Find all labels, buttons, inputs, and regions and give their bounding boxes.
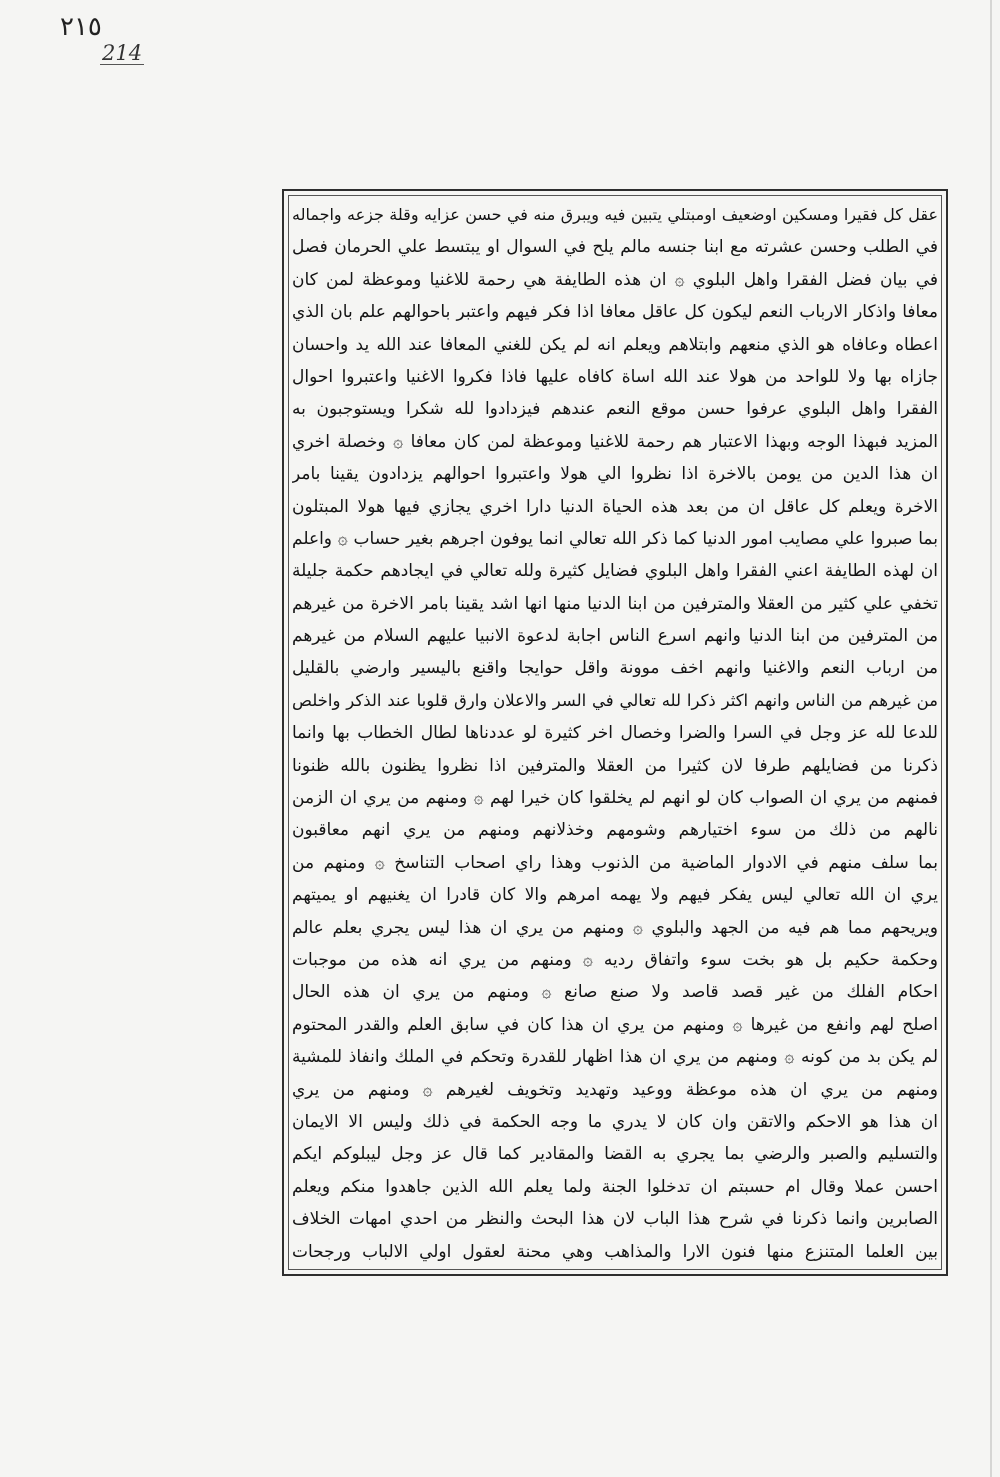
text-line: بما صبروا علي مصايب امور الدنيا كما ذكر الله تعالي انما يوفون اجرهم بغير حساب ۞ واعلم [292,528,938,549]
text-line: والتسليم والصبر والرضي بما يجري به القضا والمقادير كما قال عز وجل ليبلوكم ايكم [292,1144,938,1165]
text-line: الفقرا واهل البلوي عرفوا حسن موقع النعم عندهم فيزدادوا لله شكرا ويستوجبون به [292,399,938,420]
text-line: ان هذا هو الاحكم والاتقن وان كان لا يدري ما وجه الحكمة في ذلك وليس الا الايمان [292,1111,938,1132]
text-line: وحكمة حكيم بل هو بخت سوء واتفاق رديه ۞ ومنهم من يري انه هذه من موجبات [292,949,938,970]
text-line: لم يكن بد من كونه ۞ ومنهم من يري ان هذا اظهار للقدرة وتحكم في الملك وانفاذ للمشية [292,1047,938,1068]
text-line: ويريحهم مما هم فيه من الجهد والبلوي ۞ ومنهم من يري ان هذا ليس يجري بعلم عالم [292,917,938,938]
text-line: اعطاه وعافاه هو الذي منعهم وابتلاهم ويعلم انه لم يكن للغني المعافا عند الله يد واحسان [292,334,938,355]
text-line: الصابرين وانما ذكرنا في شرح هذا الباب لان هذا البحث والنظر من احدي امهات الخلاف [292,1209,938,1230]
text-line: عقل كل فقيرا ومسكين اوضعيف اومبتلي يتبين فيه ويبرق منه في حسن عزايه وقلة جزعه واجماله [292,205,938,224]
text-line: ذكرنا من فضايلهم طرفا لان كثيرا من العقلا والمترفين اذا نظروا يظنون بالله ظنونا [292,755,938,776]
text-line: احسن عملا وقال ام حسبتم ان تدخلوا الجنة ولما يعلم الله الذين جاهدوا منكم ويعلم [292,1176,938,1197]
text-line: ومنهم من يري ان هذه موعظة ووعيد وتهديد وتخويف لغيرهم ۞ ومنهم من يري [292,1079,938,1100]
text-line: الاخرة ويعلم كل عاقل ان من بعد هذه الحياة الدنيا دارا اخري يجازي فيها هولا المبتلون [292,496,938,517]
text-line: نالهم من ذلك من سوء اختيارهم وشومهم وخذلانهم ومنهم من يري انهم معاقبون [292,820,938,841]
folio-number-arabic: ٢١٥ [60,12,102,42]
text-line: اصلح لهم وانفع من غيرها ۞ ومنهم من يري ان هذا كان في سابق العلم والقدر المحتوم [292,1014,938,1035]
folio-number-latin: 214 [102,41,143,65]
manuscript-text-block [292,199,938,1268]
text-line: من ارباب النعم والاغنيا وانهم اخف موونة واقل حوايجا واقنع باليسير وارضي بالقليل [292,658,938,679]
text-line: المزيد فبهذا الوجه وبهذا الاعتبار هم رحمة للاغنيا وموعظة لمن كان معافا ۞ وخصلة اخري [292,431,938,452]
text-line: ان لهذه الطايفة اعني الفقرا واهل البلوي فضايل كثيرة ولله تعالي في ايجادهم حكمة جليلة [292,561,938,582]
text-line: ان هذا الدين من يومن بالاخرة اذا نظروا الي هولا واعتبروا احوالهم يزدادون يقينا بامر [292,464,938,485]
text-line: من غيرهم من الناس وانهم اكثر ذكرا لله تعالي في السر والاعلان وارق قلوبا عند الذكر واخلص [292,690,938,710]
text-line: معافا واذكار الارباب النعم ليكون كل عاقل معافا اذا فكر فيهم واعتبر باحوالهم علم بان الذي [292,302,938,323]
text-line: احكام الفلك من غير قصد قاصد ولا صنع صانع ۞ ومنهم من يري ان هذه الحال [292,982,938,1003]
text-line: في بيان فضل الفقرا واهل البلوي ۞ ان هذه الطايفة هي رحمة للاغنيا وموعظة لمن كان [292,269,938,290]
text-line: بين العلما المتنزع منها فنون الارا والمذاهب وهي محنة لعقول اولي الالباب ورجحات [292,1241,938,1262]
text-line: يري ان الله تعالي ليس يفكر فيهم ولا يهمه امرهم والا كان قادرا ان يغنيهم او يميتهم [292,885,938,906]
text-line: فمنهم من يري ان الصواب كان لو انهم لم يخلقوا كان خيرا لهم ۞ ومنهم من يري ان الزمن [292,788,938,809]
text-line: بما سلف منهم في الادوار الماضية من الذنوب وهذا راي اصحاب التناسخ ۞ ومنهم من [292,852,938,873]
text-line: جازاه بها ولا للواحد من هولا عند الله اساة كافاه عليها فاذا فكروا الاغنيا واعتبروا احوال [292,366,938,387]
text-line: من المترفين من ابنا الدنيا وانهم اسرع الناس اجابة لدعوة الانبيا عليهم السلام من غيرهم [292,626,938,647]
scan-edge-shadow [990,0,992,1477]
text-line: في الطلب وحسن عشرته مع ابنا جنسه مالم يلح في السوال او يبتسط علي الحرمان فصل [292,237,938,258]
text-line: تخفي علي كثير من العقلا والمترفين من ابنا الدنيا منها انها اشد يقينا بامر الاخرة من غيرهم [292,593,938,614]
text-line: للدعا لله عز وجل في السرا والضرا وخصال اخر كثيرة لو عددناها لطال الخطاب بها وانما [292,723,938,744]
